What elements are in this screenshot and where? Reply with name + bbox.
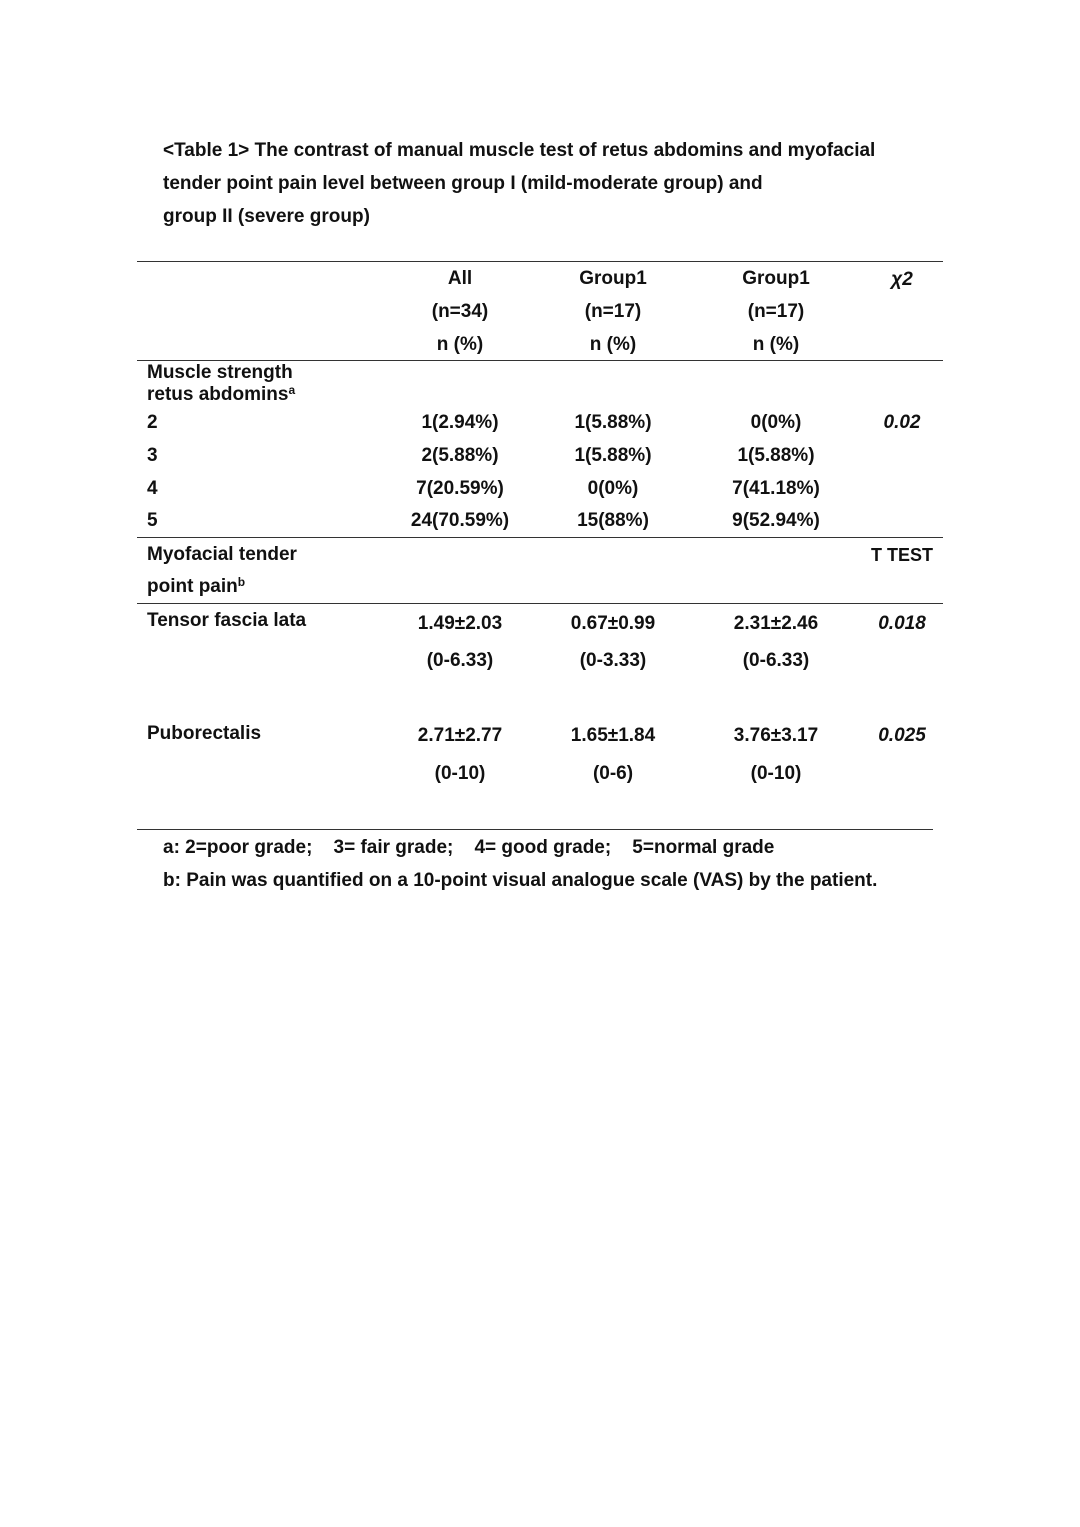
header-all-name: All	[447, 268, 473, 289]
header-group2-name: Group1	[742, 268, 810, 289]
table-row-tensor-fascia-lata: Tensor fascia lata	[147, 610, 307, 631]
table-row-grade-4: 4	[147, 478, 158, 499]
cell-pr-all-mean: 2.71±2.77	[417, 725, 503, 746]
footnote-b: b: Pain was quantified on a 10-point visual analogue scale (VAS) by the patient.	[163, 870, 878, 891]
cell-tfl-group2-mean: 2.31±2.46	[733, 613, 819, 634]
caption-line-1: <Table 1> The contrast of manual muscle test of retus abdomins and myofacial	[163, 140, 876, 161]
header-group1-name: Group1	[579, 268, 647, 289]
header-group2-unit: n (%)	[752, 334, 800, 355]
cell-pr-group2-range: (0-10)	[750, 763, 802, 784]
footnote-a: a: 2=poor grade; 3= fair grade; 4= good grade; 5=normal grade	[163, 837, 775, 858]
cell-grade-2-group1: 1(5.88%)	[574, 412, 652, 433]
muscle-label-line-2: retus abdomins$^a$	[147, 383, 296, 405]
footnote-marker-b: b	[237, 575, 246, 589]
table-row-puborectalis: Puborectalis	[147, 723, 262, 744]
cell-grade-5-group1: 15(88%)	[577, 510, 649, 531]
cell-pr-all-range: (0-10)	[434, 763, 486, 784]
header-group1-n: (n=17)	[584, 301, 642, 322]
cell-tfl-all-range: (0-6.33)	[426, 650, 494, 671]
footnote-marker-a: a	[288, 383, 296, 397]
header-all-unit: n (%)	[436, 334, 484, 355]
table-bottom-rule	[137, 829, 933, 830]
cell-grade-2-group2: 0(0%)	[750, 412, 802, 433]
table-row-grade-5: 5	[147, 510, 158, 531]
table-row-grade-3: 3	[147, 445, 158, 466]
cell-grade-5-group2: 9(52.94%)	[732, 510, 820, 531]
cell-grade-3-all: 2(5.88%)	[421, 445, 499, 466]
cell-pr-group1-range: (0-6)	[592, 763, 634, 784]
header-group1-unit: n (%)	[589, 334, 637, 355]
header-all-n: (n=34)	[431, 301, 489, 322]
table-top-rule	[137, 261, 943, 262]
cell-grade-3-group2: 1(5.88%)	[737, 445, 815, 466]
header-bottom-rule	[137, 360, 943, 361]
caption-line-3: group II (severe group)	[163, 206, 370, 227]
cell-pr-group2-mean: 3.76±3.17	[733, 725, 819, 746]
muscle-label-line-1: Muscle strength	[147, 362, 293, 383]
cell-grade-2-all: 1(2.94%)	[421, 412, 499, 433]
cell-grade-4-group2: 7(41.18%)	[732, 478, 820, 499]
cell-tfl-group1-range: (0-3.33)	[579, 650, 647, 671]
cell-tfl-group2-range: (0-6.33)	[742, 650, 810, 671]
cell-chi-square-value: 0.02	[883, 412, 921, 433]
pain-label-line-1: Myofacial tender	[147, 544, 297, 565]
cell-pr-group1-mean: 1.65±1.84	[570, 725, 656, 746]
muscle-section-rule	[137, 537, 943, 538]
table-caption	[163, 134, 963, 233]
pain-header-rule	[137, 603, 943, 604]
cell-grade-5-all: 24(70.59%)	[410, 510, 510, 531]
cell-grade-3-group1: 1(5.88%)	[574, 445, 652, 466]
cell-tfl-all-mean: 1.49±2.03	[417, 613, 503, 634]
header-chi-square: χ2	[891, 269, 913, 290]
table-row-grade-2: 2	[147, 412, 158, 433]
cell-tfl-p-value: 0.018	[878, 613, 926, 634]
cell-tfl-group1-mean: 0.67±0.99	[570, 613, 656, 634]
pain-label-line-2: point pain$^b$	[147, 575, 246, 597]
t-test-header: T TEST	[871, 545, 933, 565]
cell-grade-4-all: 7(20.59%)	[416, 478, 504, 499]
caption-line-2: tender point pain level between group I (mild-moderate group) and	[163, 173, 763, 194]
header-group2-n: (n=17)	[747, 301, 805, 322]
cell-grade-4-group1: 0(0%)	[587, 478, 639, 499]
cell-pr-p-value: 0.025	[878, 725, 926, 746]
